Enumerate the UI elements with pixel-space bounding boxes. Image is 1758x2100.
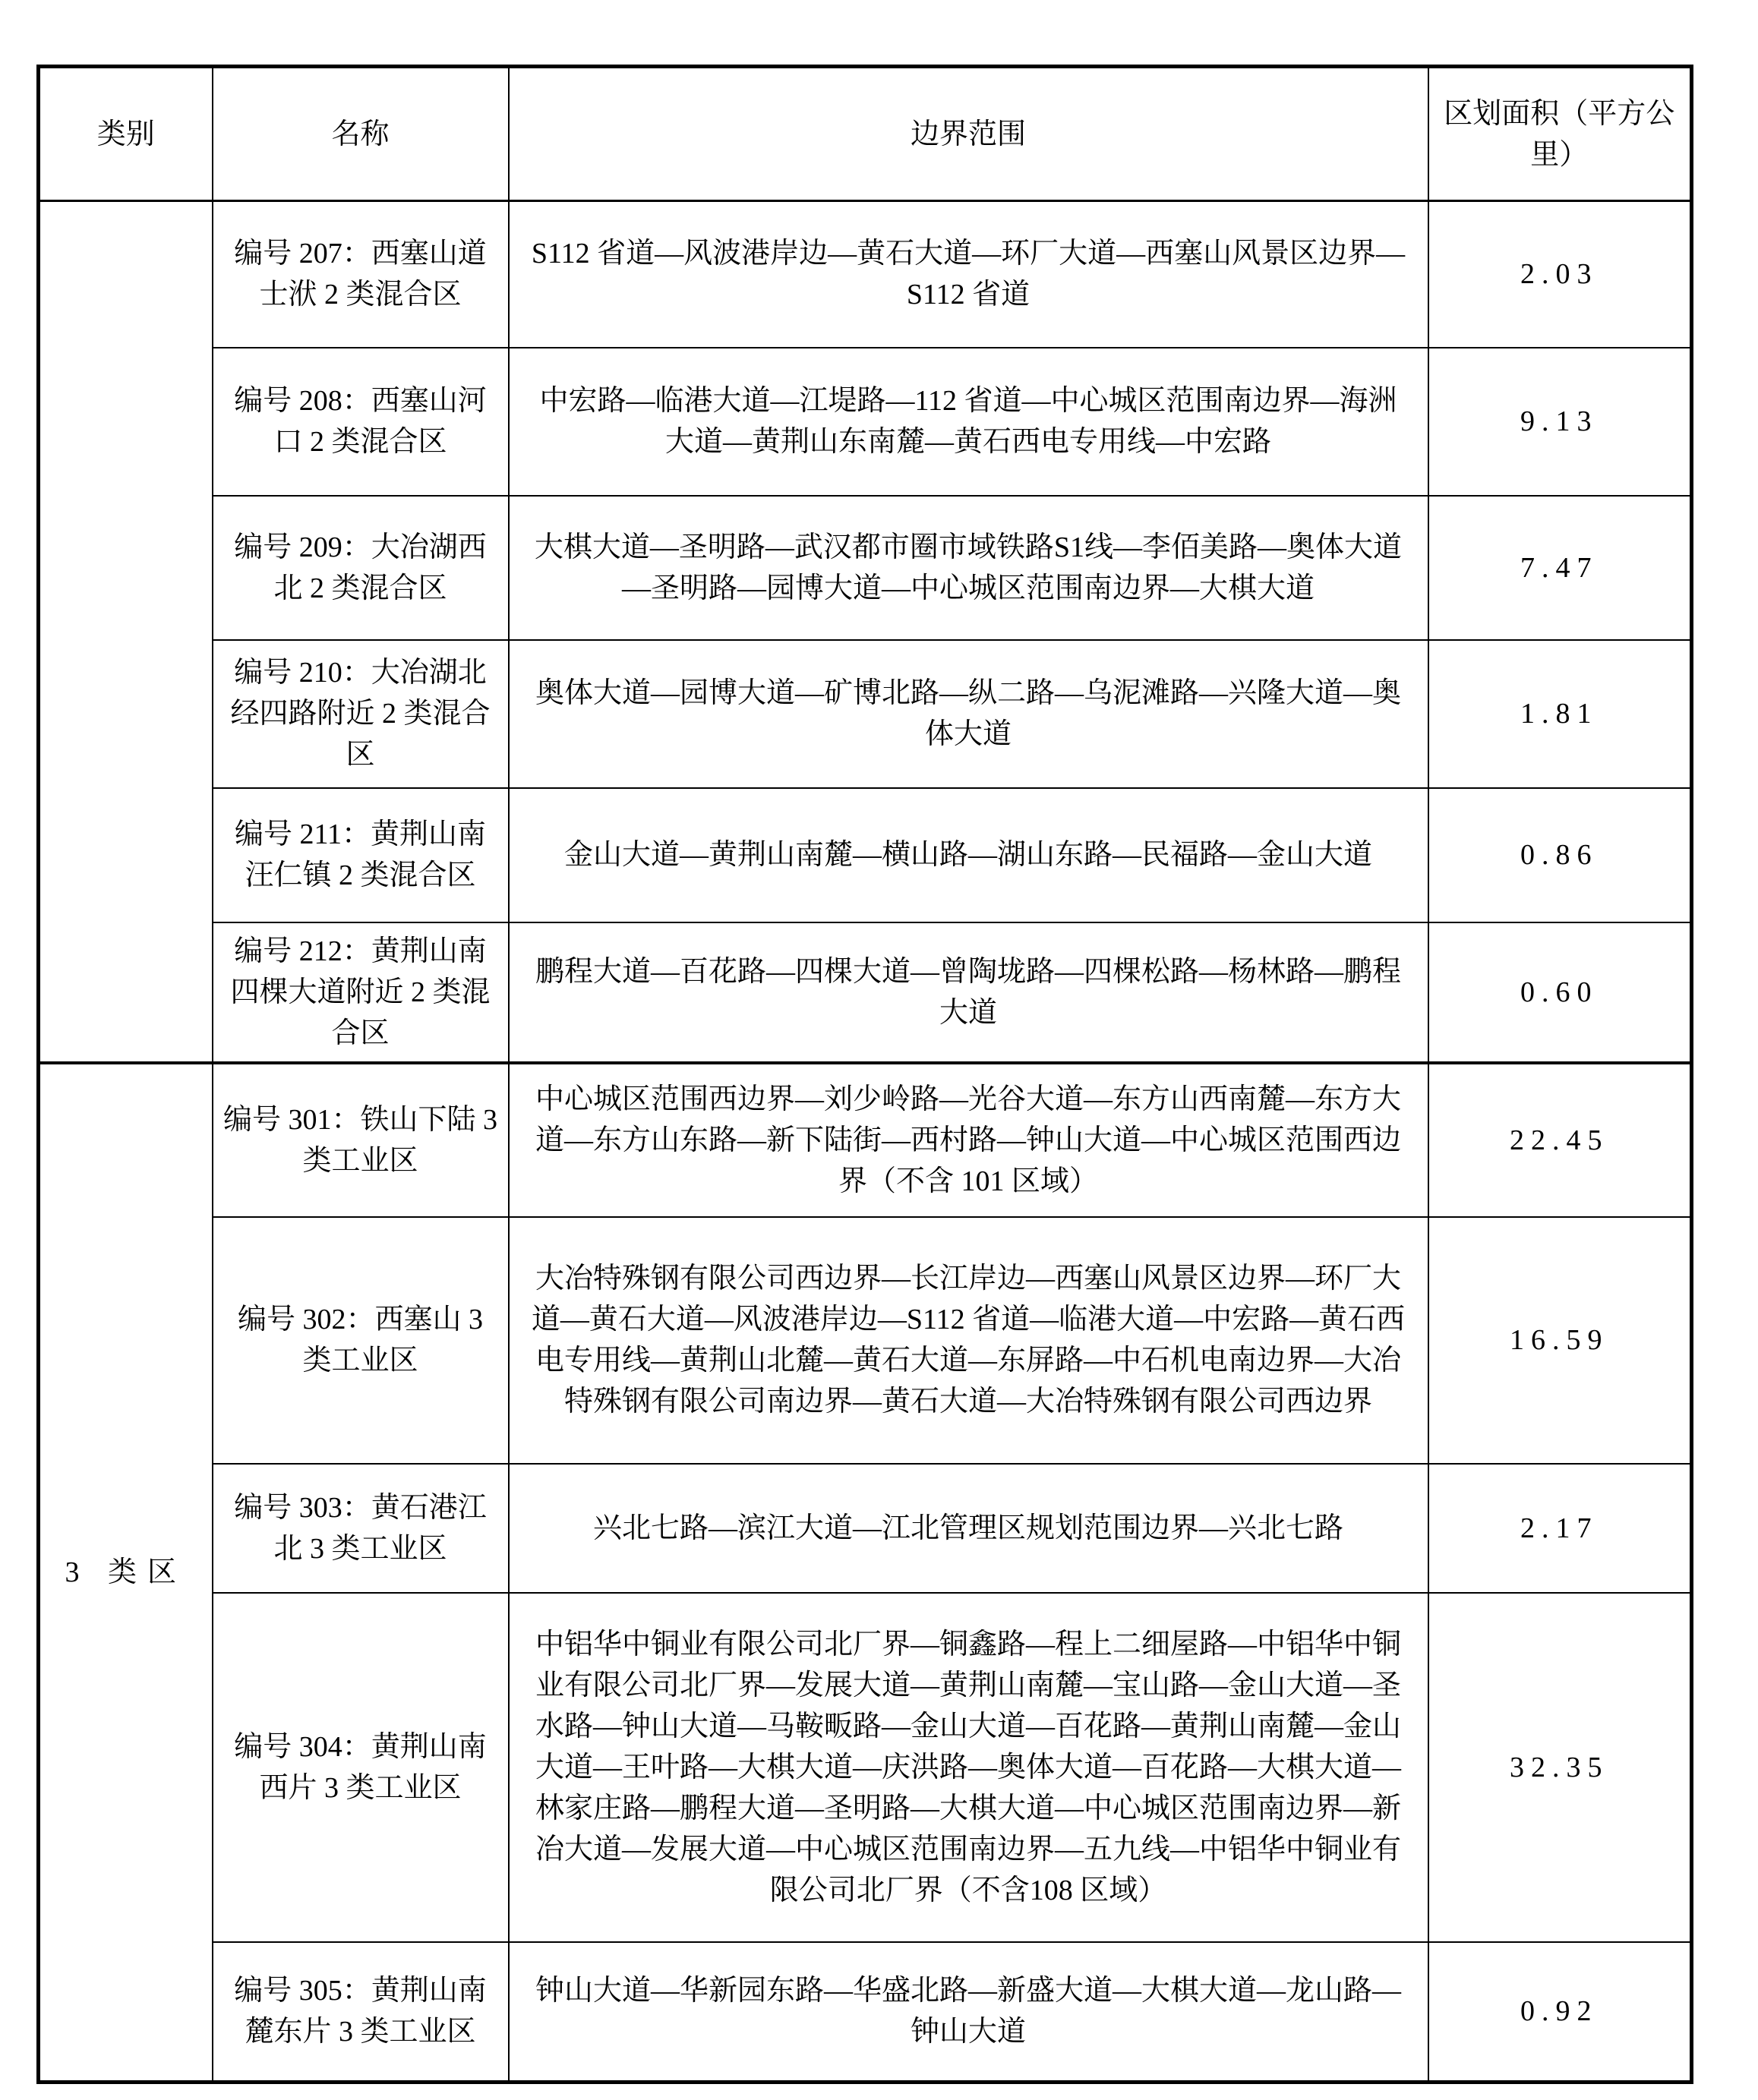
table-row [39,201,1692,348]
table-row [39,788,1692,922]
name-cell: 编号 208：西塞山河口 2 类混合区 [213,348,509,496]
table-row [39,640,1692,788]
zoning-table [36,65,1693,2084]
name-cell: 编号 304：黄荆山南西片 3 类工业区 [213,1593,509,1942]
header-name: 名称 [213,67,509,201]
table-row [39,1942,1692,2083]
header-boundary: 边界范围 [509,67,1428,201]
area-cell: 2.17 [1428,1464,1692,1593]
area-cell: 7.47 [1428,496,1692,640]
name-cell: 编号 210：大冶湖北经四路附近 2 类混合区 [213,640,509,788]
name-cell: 编号 207：西塞山道士洑 2 类混合区 [213,201,509,348]
area-cell: 16.59 [1428,1217,1692,1464]
area-cell: 32.35 [1428,1593,1692,1942]
category-cell: 3 类区 [39,1063,213,2083]
boundary-cell: 大棋大道—圣明路—武汉都市圈市域铁路S1线—李佰美路—奥体大道—圣明路—园博大道—中心城区范围南边界—大棋大道 [509,496,1428,640]
name-cell: 编号 303：黄石港江北 3 类工业区 [213,1464,509,1593]
table-row [39,1217,1692,1464]
boundary-cell: 奥体大道—园博大道—矿博北路—纵二路—乌泥滩路—兴隆大道—奥体大道 [509,640,1428,788]
table-row [39,1063,1692,1217]
table-row [39,1464,1692,1593]
boundary-cell: 中心城区范围西边界—刘少岭路—光谷大道—东方山西南麓—东方大道—东方山东路—新下陆街—西村路—钟山大道—中心城区范围西边界（不含 101 区域） [509,1063,1428,1217]
boundary-cell: 大冶特殊钢有限公司西边界—长江岸边—西塞山风景区边界—环厂大道—黄石大道—风波港岸边—S112 省道—临港大道—中宏路—黄石西电专用线—黄荆山北麓—黄石大道—东屏路—中石机电南边界—大冶特殊钢有限公司南边界—黄石大道—大冶特殊钢有限公司西边界 [509,1217,1428,1464]
name-cell: 编号 302：西塞山 3 类工业区 [213,1217,509,1464]
header-category: 类别 [39,67,213,201]
name-cell: 编号 301：铁山下陆 3 类工业区 [213,1063,509,1217]
boundary-cell: 鹏程大道—百花路—四棵大道—曾陶垅路—四棵松路—杨林路—鹏程大道 [509,922,1428,1063]
boundary-cell: 兴北七路—滨江大道—江北管理区规划范围边界—兴北七路 [509,1464,1428,1593]
header-area: 区划面积（平方公里） [1428,67,1692,201]
area-cell: 9.13 [1428,348,1692,496]
boundary-cell: 钟山大道—华新园东路—华盛北路—新盛大道—大棋大道—龙山路—钟山大道 [509,1942,1428,2083]
boundary-cell: 金山大道—黄荆山南麓—横山路—湖山东路—民福路—金山大道 [509,788,1428,922]
area-cell: 0.92 [1428,1942,1692,2083]
table-row [39,1593,1692,1942]
boundary-cell: 中宏路—临港大道—江堤路—112 省道—中心城区范围南边界—海洲大道—黄荆山东南麓—黄石西电专用线—中宏路 [509,348,1428,496]
category-cell [39,201,213,1063]
table-row [39,922,1692,1063]
boundary-cell: S112 省道—风波港岸边—黄石大道—环厂大道—西塞山风景区边界—S112 省道 [509,201,1428,348]
name-cell: 编号 209：大冶湖西北 2 类混合区 [213,496,509,640]
name-cell: 编号 211：黄荆山南汪仁镇 2 类混合区 [213,788,509,922]
name-cell: 编号 305：黄荆山南麓东片 3 类工业区 [213,1942,509,2083]
area-cell: 0.60 [1428,922,1692,1063]
table-row [39,496,1692,640]
table-row [39,348,1692,496]
area-cell: 22.45 [1428,1063,1692,1217]
area-cell: 0.86 [1428,788,1692,922]
area-cell: 1.81 [1428,640,1692,788]
header-row [39,67,1692,201]
name-cell: 编号 212：黄荆山南四棵大道附近 2 类混合区 [213,922,509,1063]
boundary-cell: 中铝华中铜业有限公司北厂界—铜鑫路—程上二细屋路—中铝华中铜业有限公司北厂界—发展大道—黄荆山南麓—宝山路—金山大道—圣水路—钟山大道—马鞍畈路—金山大道—百花路—黄荆山南麓—金山大道—王叶路—大棋大道—庆洪路—奥体大道—百花路—大棋大道—林家庄路—鹏程大道—圣明路—大棋大道—中心城区范围南边界—新冶大道—发展大道—中心城区范围南边界—五九线—中铝华中铜业有限公司北厂界（不含108 区域） [509,1593,1428,1942]
area-cell: 2.03 [1428,201,1692,348]
